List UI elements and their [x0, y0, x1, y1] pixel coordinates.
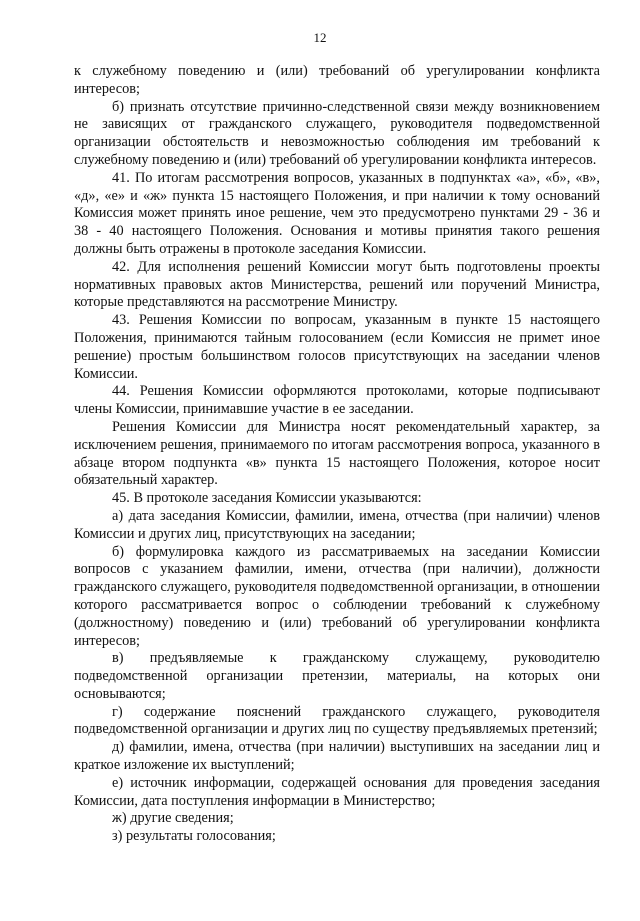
paragraph-45e: е) источник информации, содержащей основания для проведения заседания Комиссии, дата поступления информации в Министерство; [74, 774, 600, 809]
paragraph-45v: в) предъявляемые к гражданскому служащему, руководителю подведомственной организации претензии, материалы, на которых они основываются; [74, 650, 600, 702]
paragraph-continuation: к служебному поведению и (или) требований об урегулировании конфликта интересов; [74, 63, 600, 97]
paragraph-45b: б) формулировка каждого из рассматриваемых на заседании Комиссии вопросов с указанием фамилии, имени, отчества (при наличии), должности гражданского служащего, руководителя подведомственной организации, в отношении которого рассматривается вопрос о соблюдении требований к служебному (должностному) поведению и (или) требований об урегулировании конфликта интересов; [74, 543, 600, 649]
paragraph-45zh: ж) другие сведения; [112, 810, 234, 827]
paragraph-43: 43. Решения Комиссии по вопросам, указанным в пункте 15 настоящего Положения, принимаются тайным голосованием (если Комиссия не примет иное решение) простым большинством голосов присутствующих на заседании членов Комиссии. [74, 312, 600, 382]
document-body [74, 63, 600, 846]
page-number: 12 [313, 30, 327, 45]
paragraph-44: 44. Решения Комиссии оформляются протоколами, которые подписывают члены Комиссии, принимавшие участие в ее заседании. [74, 383, 600, 418]
paragraph-41: 41. По итогам рассмотрения вопросов, указанных в подпунктах «а», «б», «в», «д», «е» и «ж» пункта 15 настоящего Положения, и при наличии к тому оснований Комиссия может принять иное решение, чем это предусмотрено пунктами 29 - 36 и 38 - 40 настоящего Положения. Основания и мотивы принятия такого решения должны быть отражены в протоколе заседания Комиссии. [74, 169, 600, 257]
paragraph-45: 45. В протоколе заседания Комиссии указываются: [112, 490, 422, 507]
paragraph-44-second: Решения Комиссии для Министра носят рекомендательный характер, за исключением решения, принимаемого по итогам рассмотрения вопроса, указанного в абзаце втором подпункта «в» пункта 15 настоящего Положения, которое носит обязательный характер. [74, 418, 600, 489]
paragraph-40b: б) признать отсутствие причинно-следственной связи между возникновением не зависящих от гражданского служащего, руководителя подведомственной организации обстоятельств и невозможностью соблюдения им требований к служебному поведению и (или) требований об урегулировании конфликта интересов. [74, 98, 600, 168]
paragraph-45z: з) результаты голосования; [112, 828, 276, 845]
paragraph-45d: д) фамилии, имена, отчества (при наличии) выступивших на заседании лиц и краткое изложение их выступлений; [74, 739, 600, 774]
paragraph-45g: г) содержание пояснений гражданского служащего, руководителя подведомственной организации и других лиц по существу предъявляемых претензий; [74, 703, 600, 738]
paragraph-42: 42. Для исполнения решений Комиссии могут быть подготовлены проекты нормативных правовых актов Министерства, решений или поручений Министра, которые представляются на рассмотрение Министру. [74, 258, 600, 311]
paragraph-45a: а) дата заседания Комиссии, фамилии, имена, отчества (при наличии) членов Комиссии и других лиц, присутствующих на заседании; [74, 507, 600, 542]
